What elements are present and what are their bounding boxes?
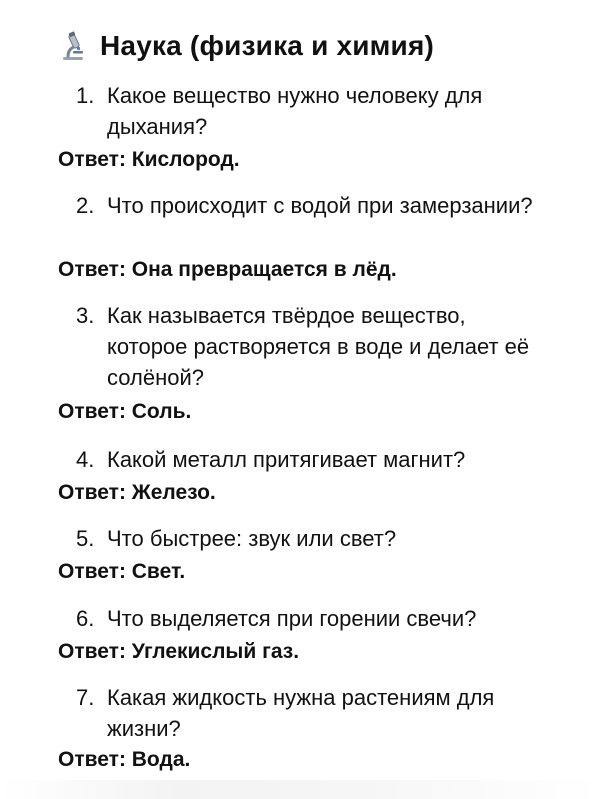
answer-7: Ответ: Вода. xyxy=(58,748,191,771)
answer-4: Ответ: Железо. xyxy=(58,481,216,504)
answer-5: Ответ: Свет. xyxy=(58,560,186,583)
question-text: Какое вещество нужно человеку для дыхания? xyxy=(107,83,483,139)
answer-6: Ответ: Углекислый газ. xyxy=(58,640,300,663)
question-7 xyxy=(76,682,546,744)
page-title: Наука (физика и химия) xyxy=(100,30,435,61)
question-text: Какой металл притягивает магнит? xyxy=(107,447,466,472)
question-1 xyxy=(76,80,546,142)
question-number: 7. xyxy=(76,685,95,710)
question-text: Какая жидкость нужна растениям для жизни? xyxy=(107,685,495,741)
question-number: 3. xyxy=(76,303,95,328)
question-4 xyxy=(76,444,546,475)
question-5 xyxy=(76,523,546,554)
question-text: Как называется твёрдое вещество, которое растворяется в воде и делает её солёной? xyxy=(107,303,530,390)
page-header xyxy=(60,26,434,66)
question-number: 2. xyxy=(76,193,95,218)
bottom-shadow xyxy=(0,780,600,799)
answer-2: Ответ: Она превращается в лёд. xyxy=(58,258,397,281)
answer-3: Ответ: Соль. xyxy=(58,400,192,423)
question-6 xyxy=(76,603,546,634)
question-text: Что выделяется при горении свечи? xyxy=(107,606,477,631)
question-text: Что происходит с водой при замерзании? xyxy=(107,193,533,218)
question-3 xyxy=(76,300,546,393)
question-number: 6. xyxy=(76,606,95,631)
question-text: Что быстрее: звук или свет? xyxy=(107,526,397,551)
microscope-icon xyxy=(60,31,86,61)
question-number: 1. xyxy=(76,83,95,108)
question-2 xyxy=(76,190,546,221)
answer-1: Ответ: Кислород. xyxy=(58,148,240,171)
question-number: 5. xyxy=(76,526,95,551)
question-number: 4. xyxy=(76,447,95,472)
